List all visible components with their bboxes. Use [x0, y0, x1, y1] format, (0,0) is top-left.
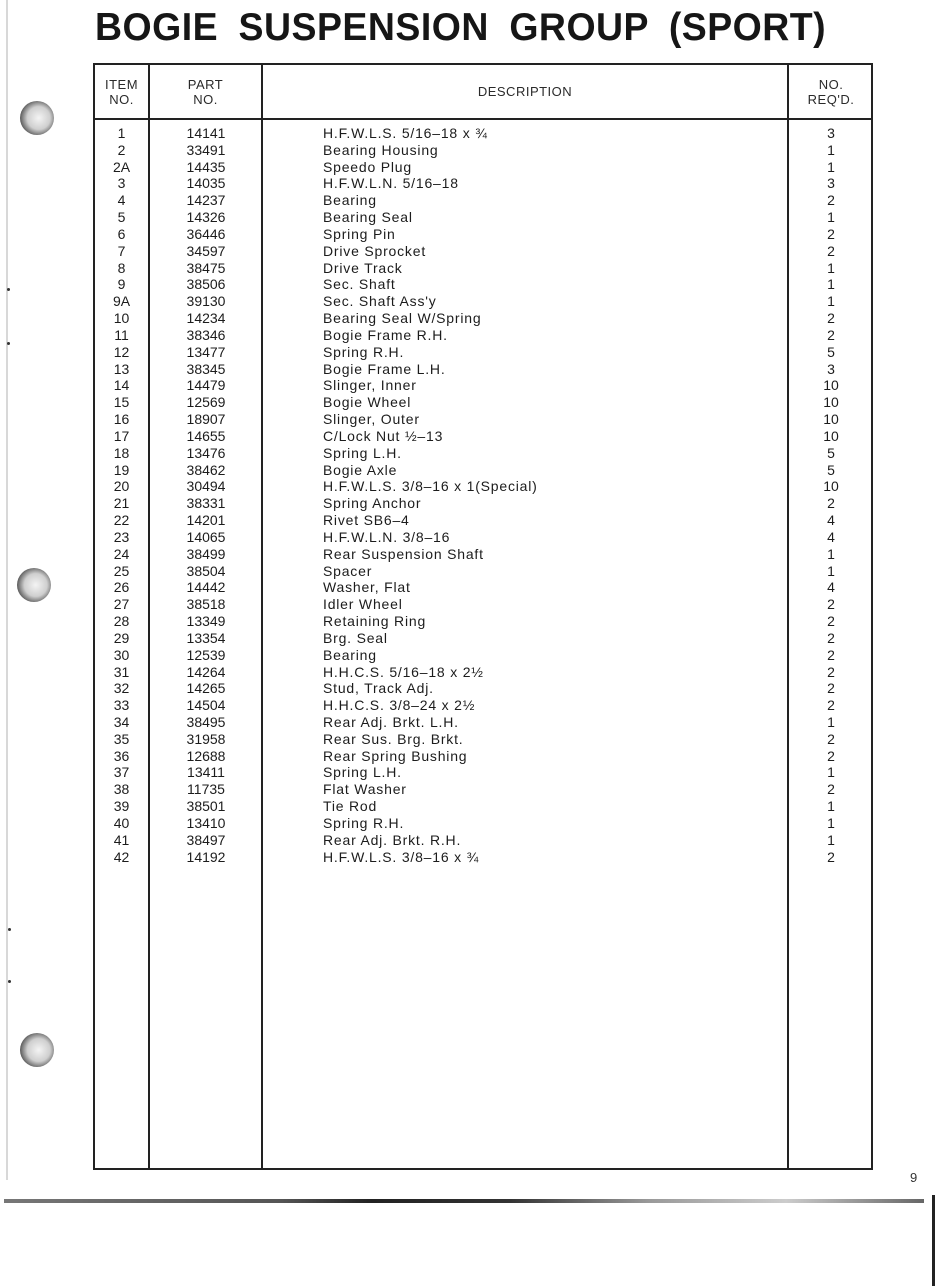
qty-required: 1	[827, 798, 835, 815]
part-no: 14504	[186, 697, 226, 714]
description: Retaining Ring	[323, 613, 427, 630]
part-no: 38518	[186, 596, 226, 613]
page-number: 9	[910, 1170, 918, 1185]
description: Bearing	[323, 646, 377, 663]
description: Bogie Axle	[323, 461, 398, 478]
part-no: 14065	[186, 528, 226, 545]
table-row	[95, 731, 871, 748]
description: Flat Washer	[323, 781, 407, 798]
table-row	[95, 327, 871, 344]
header-part-no	[150, 65, 261, 118]
item-no: 27	[113, 596, 130, 613]
table-row	[95, 832, 871, 849]
description: Bearing Seal W/Spring	[323, 310, 482, 327]
part-no: 38475	[186, 259, 226, 276]
part-no: 14265	[186, 680, 226, 697]
part-no: 38462	[186, 461, 226, 478]
table-row	[95, 462, 871, 479]
description: Sec. Shaft	[323, 276, 396, 293]
table-row	[95, 226, 871, 243]
description: Rear Suspension Shaft	[323, 545, 484, 562]
table-row	[95, 596, 871, 613]
qty-required: 2	[827, 697, 835, 714]
description: Idler Wheel	[323, 596, 403, 613]
description: H.H.C.S. 5/16–18 x 2½	[323, 663, 484, 680]
item-no: 40	[113, 814, 130, 831]
table-row	[95, 647, 871, 664]
header-item-line1: ITEM	[104, 76, 139, 92]
part-no: 38346	[186, 326, 226, 343]
header-divider	[95, 118, 871, 120]
qty-required: 2	[827, 596, 835, 613]
table-row	[95, 125, 871, 142]
description: Bogie Frame R.H.	[323, 326, 448, 343]
item-no: 17	[113, 427, 130, 444]
bottom-rule	[4, 1199, 924, 1203]
table-row	[95, 512, 871, 529]
part-no: 38504	[186, 562, 226, 579]
description: Rear Spring Bushing	[323, 747, 468, 764]
table-row	[95, 310, 871, 327]
part-no: 38506	[186, 276, 226, 293]
item-no: 28	[113, 613, 130, 630]
qty-required: 2	[827, 848, 835, 865]
qty-required: 3	[827, 360, 835, 377]
qty-required: 1	[827, 562, 835, 579]
item-no: 2	[117, 141, 126, 158]
qty-required: 1	[827, 764, 835, 781]
part-no: 14237	[186, 192, 226, 209]
part-no: 31958	[186, 730, 226, 747]
table-row	[95, 529, 871, 546]
item-no: 7	[117, 242, 126, 259]
part-no: 39130	[186, 293, 226, 310]
qty-required: 5	[827, 343, 835, 360]
qty-required: 1	[827, 814, 835, 831]
table-row	[95, 377, 871, 394]
description: Bearing Housing	[323, 141, 439, 158]
part-no: 38331	[186, 495, 226, 512]
part-no: 13410	[186, 814, 226, 831]
item-no: 34	[113, 713, 130, 730]
qty-required: 5	[827, 461, 835, 478]
page-title: BOGIE SUSPENSION GROUP (SPORT)	[95, 6, 827, 49]
item-no: 11	[114, 326, 129, 343]
table-row	[95, 276, 871, 293]
table-row	[95, 781, 871, 798]
part-no: 14035	[186, 175, 226, 192]
qty-required: 10	[823, 394, 839, 411]
page-left-edge	[6, 0, 8, 1180]
part-no: 14234	[186, 310, 226, 327]
item-no: 9A	[112, 293, 131, 310]
qty-required: 1	[827, 713, 835, 730]
description: C/Lock Nut ½–13	[323, 427, 444, 444]
table-row	[95, 260, 871, 277]
item-no: 31	[113, 663, 130, 680]
item-no: 32	[113, 680, 130, 697]
description: H.F.W.L.N. 3/8–16	[323, 528, 451, 545]
part-no: 14435	[186, 158, 226, 175]
table-row	[95, 613, 871, 630]
description: Slinger, Outer	[323, 411, 420, 428]
part-no: 38499	[186, 545, 226, 562]
qty-required: 2	[827, 495, 835, 512]
binder-hole-icon	[20, 101, 54, 135]
description: Drive Sprocket	[323, 242, 427, 259]
qty-required: 1	[827, 141, 835, 158]
description: Spring Anchor	[323, 495, 422, 512]
table-row	[95, 445, 871, 462]
table-row	[95, 293, 871, 310]
header-description-label: DESCRIPTION	[477, 84, 573, 99]
item-no: 22	[113, 512, 130, 529]
description: Tie Rod	[323, 798, 378, 815]
item-no: 12	[113, 343, 130, 360]
description: Bogie Wheel	[323, 394, 412, 411]
item-no: 5	[117, 209, 126, 226]
table-body	[95, 125, 871, 865]
description: Spring L.H.	[323, 444, 402, 461]
qty-required: 1	[827, 209, 835, 226]
qty-required: 2	[827, 629, 835, 646]
table-row	[95, 714, 871, 731]
part-no: 33491	[186, 141, 226, 158]
qty-required: 2	[827, 225, 835, 242]
header-item-line2: NO.	[109, 91, 134, 107]
part-no: 38497	[186, 831, 226, 848]
part-no: 38345	[186, 360, 226, 377]
qty-required: 1	[827, 293, 835, 310]
part-no: 30494	[186, 478, 226, 495]
table-row	[95, 664, 871, 681]
item-no: 42	[113, 848, 130, 865]
item-no: 38	[113, 781, 130, 798]
table-row	[95, 798, 871, 815]
header-item-no	[95, 65, 148, 118]
description: H.F.W.L.S. 3/8–16 x 1(Special)	[323, 478, 538, 495]
description: H.H.C.S. 3/8–24 x 2½	[323, 697, 476, 714]
description: Spring R.H.	[323, 343, 405, 360]
qty-required: 4	[827, 579, 835, 596]
qty-required: 4	[827, 528, 835, 545]
description: H.F.W.L.S. 3/8–16 x ¾	[323, 848, 480, 865]
binder-hole-icon	[20, 1033, 54, 1067]
table-row	[95, 495, 871, 512]
table-row	[95, 697, 871, 714]
item-no: 4	[117, 192, 126, 209]
table-row	[95, 428, 871, 445]
table-row	[95, 680, 871, 697]
table-row	[95, 579, 871, 596]
part-no: 13477	[186, 343, 226, 360]
part-no: 14442	[186, 579, 226, 596]
item-no: 30	[113, 646, 130, 663]
description: Rear Adj. Brkt. L.H.	[323, 713, 459, 730]
description: Washer, Flat	[323, 579, 411, 596]
item-no: 33	[113, 697, 130, 714]
part-no: 14326	[186, 209, 226, 226]
item-no: 15	[113, 394, 130, 411]
qty-required: 10	[823, 427, 839, 444]
parts-table	[93, 63, 873, 1170]
header-description	[263, 65, 787, 118]
item-no: 14	[113, 377, 130, 394]
qty-required: 4	[827, 512, 835, 529]
qty-required: 1	[827, 276, 835, 293]
table-row	[95, 630, 871, 647]
description: Bogie Frame L.H.	[323, 360, 446, 377]
qty-required: 5	[827, 444, 835, 461]
qty-required: 2	[827, 192, 835, 209]
part-no: 38501	[186, 798, 226, 815]
qty-required: 2	[827, 242, 835, 259]
description: Rivet SB6–4	[323, 512, 410, 529]
description: Spring R.H.	[323, 814, 405, 831]
header-part-line1: PART	[187, 76, 224, 92]
part-no: 38495	[186, 713, 226, 730]
qty-required: 10	[823, 377, 839, 394]
part-no: 14264	[186, 663, 226, 680]
table-row	[95, 344, 871, 361]
part-no: 12688	[186, 747, 226, 764]
part-no: 12539	[186, 646, 226, 663]
qty-required: 3	[827, 175, 835, 192]
qty-required: 2	[827, 680, 835, 697]
speck	[8, 928, 11, 931]
part-no: 14141	[186, 125, 226, 141]
part-no: 12569	[186, 394, 226, 411]
part-no: 13354	[186, 629, 226, 646]
item-no: 1	[117, 125, 126, 141]
part-no: 14479	[186, 377, 226, 394]
qty-required: 1	[827, 158, 835, 175]
qty-required: 2	[827, 747, 835, 764]
header-qty-line1: NO.	[818, 76, 844, 92]
item-no: 21	[113, 495, 130, 512]
description: Sec. Shaft Ass'y	[323, 293, 437, 310]
qty-required: 2	[827, 663, 835, 680]
qty-required: 2	[827, 730, 835, 747]
qty-required: 2	[827, 646, 835, 663]
table-row	[95, 142, 871, 159]
qty-required: 10	[823, 411, 839, 428]
speck	[8, 980, 11, 983]
description: Bearing Seal	[323, 209, 413, 226]
part-no: 36446	[186, 225, 226, 242]
qty-required: 1	[827, 831, 835, 848]
part-no: 14192	[186, 848, 226, 865]
speck	[7, 342, 10, 345]
header-qty	[789, 65, 873, 118]
description: Bearing	[323, 192, 377, 209]
item-no: 39	[113, 798, 130, 815]
qty-required: 2	[827, 613, 835, 630]
item-no: 24	[113, 545, 130, 562]
description: Rear Adj. Brkt. R.H.	[323, 831, 462, 848]
item-no: 18	[113, 444, 130, 461]
table-row	[95, 478, 871, 495]
description: Brg. Seal	[323, 629, 388, 646]
description: Spacer	[323, 562, 373, 579]
table-row	[95, 563, 871, 580]
table-row	[95, 764, 871, 781]
part-no: 14201	[186, 512, 226, 529]
table-row	[95, 192, 871, 209]
item-no: 2A	[112, 158, 131, 175]
item-no: 23	[113, 528, 130, 545]
description: Spring L.H.	[323, 764, 402, 781]
description: H.F.W.L.N. 5/16–18	[323, 175, 459, 192]
qty-required: 10	[823, 478, 839, 495]
description: Drive Track	[323, 259, 403, 276]
description: Rear Sus. Brg. Brkt.	[323, 730, 464, 747]
part-no: 13476	[186, 444, 226, 461]
part-no: 14655	[186, 427, 226, 444]
part-no: 13349	[186, 613, 226, 630]
header-qty-line2: REQ'D.	[807, 91, 855, 107]
item-no: 19	[113, 461, 130, 478]
qty-required: 2	[827, 310, 835, 327]
item-no: 10	[113, 310, 130, 327]
item-no: 35	[113, 730, 130, 747]
table-row	[95, 175, 871, 192]
item-no: 3	[117, 175, 126, 192]
header-part-line2: NO.	[193, 91, 218, 107]
part-no: 13411	[187, 764, 225, 781]
item-no: 13	[113, 360, 130, 377]
item-no: 26	[113, 579, 130, 596]
table-row	[95, 849, 871, 866]
description: Stud, Track Adj.	[323, 680, 434, 697]
qty-required: 1	[827, 259, 835, 276]
description: Speedo Plug	[323, 158, 412, 175]
qty-required: 2	[827, 326, 835, 343]
table-row	[95, 815, 871, 832]
item-no: 29	[113, 629, 130, 646]
table-row	[95, 361, 871, 378]
table-row	[95, 748, 871, 765]
item-no: 8	[117, 259, 126, 276]
part-no: 18907	[186, 411, 226, 428]
description: Spring Pin	[323, 225, 396, 242]
speck	[7, 288, 10, 291]
qty-required: 3	[827, 125, 835, 141]
item-no: 37	[113, 764, 130, 781]
binder-hole-icon	[17, 568, 51, 602]
qty-required: 2	[827, 781, 835, 798]
item-no: 9	[117, 276, 126, 293]
item-no: 41	[113, 831, 130, 848]
item-no: 6	[117, 225, 126, 242]
part-no: 11735	[187, 781, 225, 798]
item-no: 20	[113, 478, 130, 495]
table-row	[95, 209, 871, 226]
description: H.F.W.L.S. 5/16–18 x ¾	[323, 125, 488, 141]
item-no: 16	[113, 411, 130, 428]
table-row	[95, 411, 871, 428]
table-row	[95, 546, 871, 563]
table-row	[95, 159, 871, 176]
part-no: 34597	[186, 242, 226, 259]
description: Slinger, Inner	[323, 377, 417, 394]
table-row	[95, 243, 871, 260]
item-no: 25	[113, 562, 130, 579]
table-row	[95, 394, 871, 411]
item-no: 36	[113, 747, 130, 764]
qty-required: 1	[827, 545, 835, 562]
